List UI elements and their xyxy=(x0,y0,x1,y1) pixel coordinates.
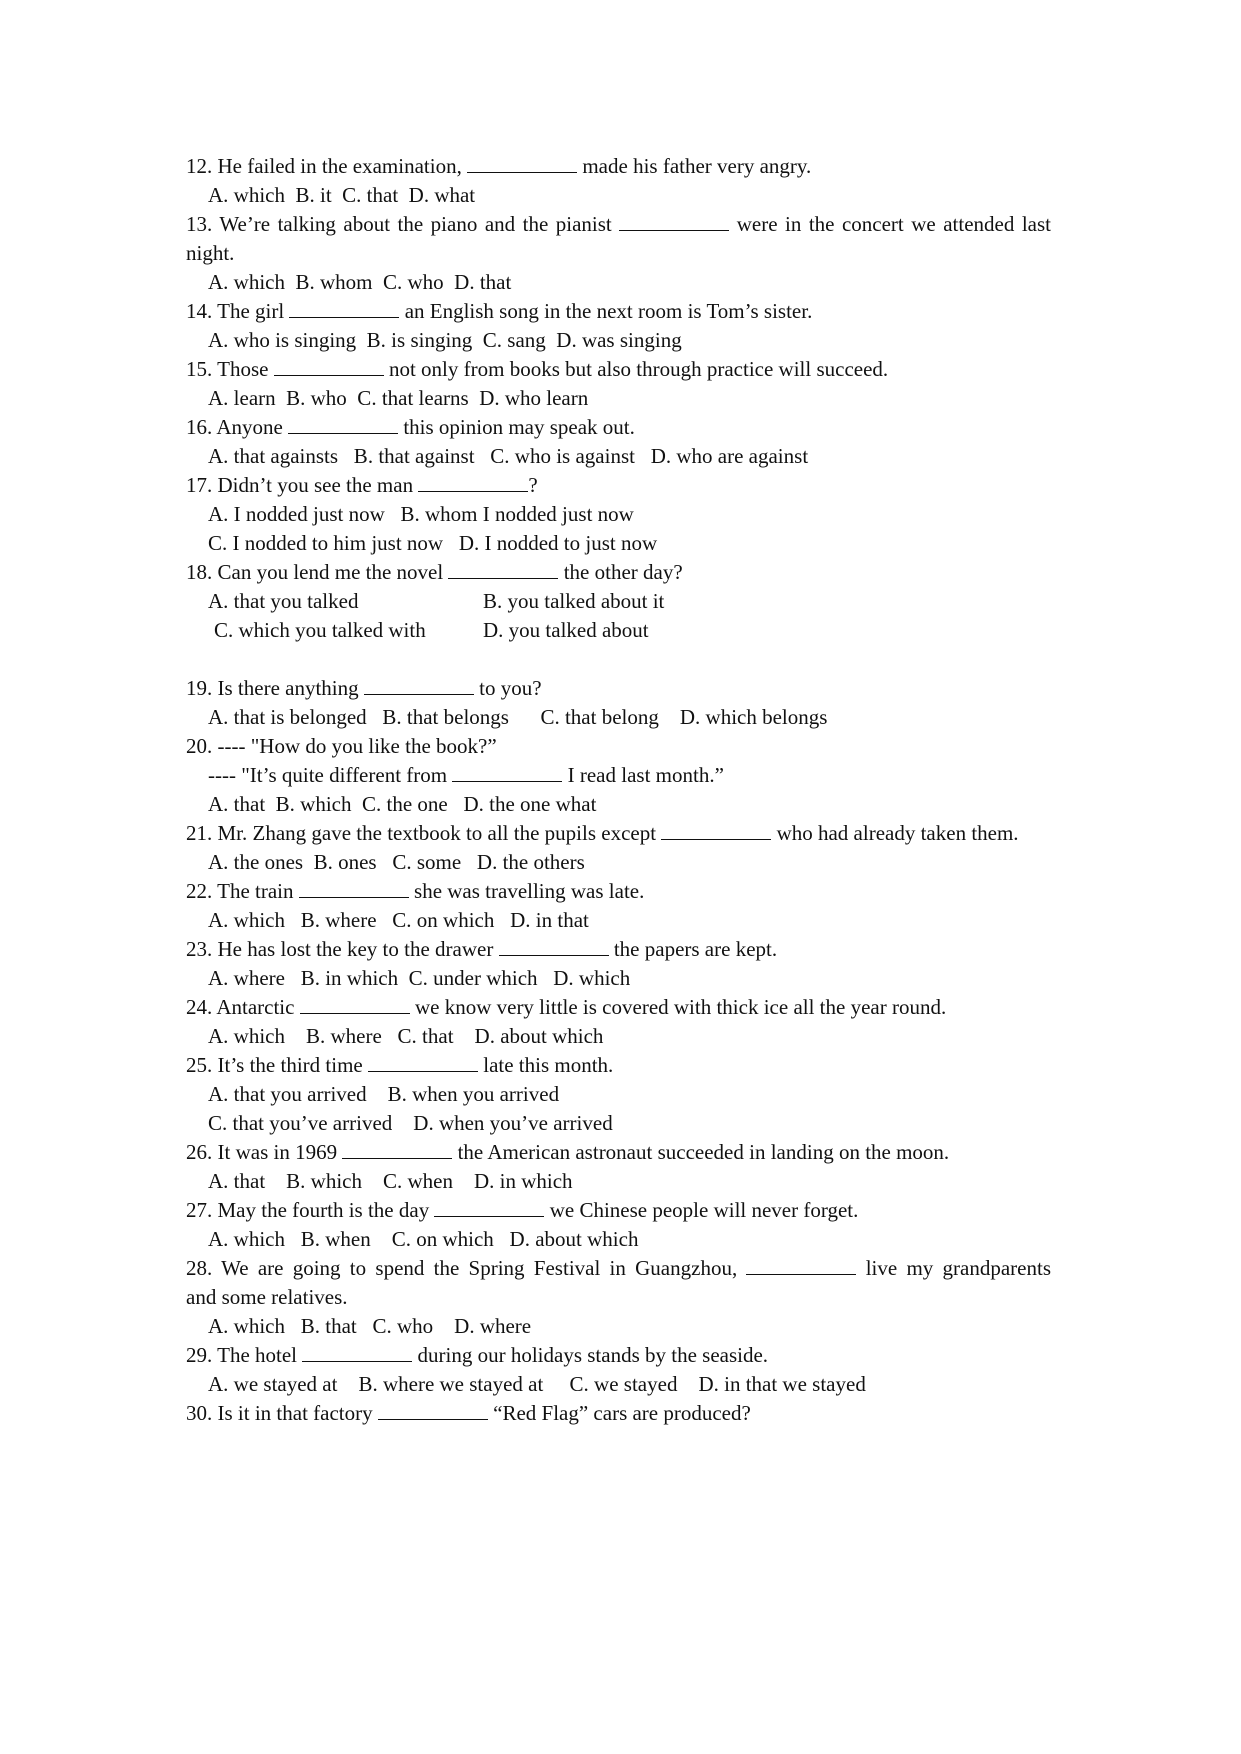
question-28 xyxy=(186,1255,1051,1281)
question-text: not only from books but also through practice will succeed. xyxy=(383,357,889,381)
question-22 xyxy=(186,878,644,904)
question-17 xyxy=(186,472,538,498)
question-25-options-row2: C. that you’ve arrived D. when you’ve arrived xyxy=(208,1111,613,1135)
question-20-options: A. that B. which C. the one D. the one what xyxy=(208,792,597,816)
answer-blank xyxy=(448,561,558,579)
question-text: 16. Anyone xyxy=(186,415,289,439)
question-16 xyxy=(186,414,635,440)
question-text: 15. Those xyxy=(186,357,274,381)
question-text: ? xyxy=(528,473,538,497)
answer-blank xyxy=(467,155,577,173)
answer-blank xyxy=(499,938,609,956)
question-text: live my grandparents xyxy=(865,1256,1052,1280)
answer-blank xyxy=(619,213,729,231)
question-19-options: A. that is belonged B. that belongs C. that belong D. which belongs xyxy=(208,705,828,729)
question-text: we know very little is covered with thick ice all the year round. xyxy=(409,995,947,1019)
question-text: “Red Flag” cars are produced? xyxy=(487,1401,751,1425)
question-text: 28. We are going to spend the Spring Festival in Guangzhou, xyxy=(186,1256,747,1280)
question-text: 22. The train xyxy=(186,879,299,903)
question-17-options-row2: C. I nodded to him just now D. I nodded to just now xyxy=(208,531,658,555)
answer-blank xyxy=(746,1257,856,1275)
question-text: the papers are kept. xyxy=(608,937,778,961)
question-23 xyxy=(186,936,777,962)
answer-blank xyxy=(302,1344,412,1362)
question-text: who had already taken them. xyxy=(771,821,1019,845)
question-24-options: A. which B. where C. that D. about which xyxy=(208,1024,604,1048)
question-text: 21. Mr. Zhang gave the textbook to all the pupils except xyxy=(186,821,662,845)
question-text: 17. Didn’t you see the man xyxy=(186,473,419,497)
question-14-options: A. who is singing B. is singing C. sang D. was singing xyxy=(208,328,682,352)
question-text: the other day? xyxy=(558,560,683,584)
question-24 xyxy=(186,994,946,1020)
question-text: ---- "It’s quite different from xyxy=(208,763,453,787)
question-15-options: A. learn B. who C. that learns D. who learn xyxy=(208,386,589,410)
question-text: 18. Can you lend me the novel xyxy=(186,560,449,584)
question-text: 29. The hotel xyxy=(186,1343,303,1367)
question-18-option-b: B. you talked about it xyxy=(483,589,665,613)
answer-blank xyxy=(342,1141,452,1159)
question-22-options: A. which B. where C. on which D. in that xyxy=(208,908,589,932)
answer-blank xyxy=(378,1402,488,1420)
question-text: 25. It’s the third time xyxy=(186,1053,368,1077)
question-text: 24. Antarctic xyxy=(186,995,300,1019)
question-18-option-a: A. that you talked xyxy=(208,589,359,613)
question-text: I read last month.” xyxy=(562,763,724,787)
question-13-options: A. which B. whom C. who D. that xyxy=(208,270,512,294)
question-16-options: A. that againsts B. that against C. who is against D. who are against xyxy=(208,444,809,468)
question-18 xyxy=(186,559,683,585)
question-text: 27. May the fourth is the day xyxy=(186,1198,435,1222)
question-12-options: A. which B. it C. that D. what xyxy=(208,183,476,207)
question-30 xyxy=(186,1400,751,1426)
question-text: were in the concert we attended last xyxy=(736,212,1051,236)
answer-blank xyxy=(434,1199,544,1217)
question-text: late this month. xyxy=(477,1053,614,1077)
question-20-reply xyxy=(208,762,724,788)
question-text: 19. Is there anything xyxy=(186,676,364,700)
question-text: we Chinese people will never forget. xyxy=(544,1198,859,1222)
answer-blank xyxy=(452,764,562,782)
question-text: she was travelling was late. xyxy=(408,879,645,903)
answer-blank xyxy=(289,300,399,318)
answer-blank xyxy=(368,1054,478,1072)
answer-blank xyxy=(418,474,528,492)
answer-blank xyxy=(288,416,398,434)
question-text: the American astronaut succeeded in landing on the moon. xyxy=(452,1140,950,1164)
question-text: made his father very angry. xyxy=(577,154,812,178)
question-17-options-row1: A. I nodded just now B. whom I nodded just now xyxy=(208,502,634,526)
question-23-options: A. where B. in which C. under which D. which xyxy=(208,966,631,990)
question-14 xyxy=(186,298,812,324)
question-13-continued: night. xyxy=(186,241,235,265)
question-28-continued: and some relatives. xyxy=(186,1285,348,1309)
answer-blank xyxy=(300,996,410,1014)
question-13 xyxy=(186,211,1051,237)
question-18-option-d: D. you talked about xyxy=(483,618,649,642)
question-27-options: A. which B. when C. on which D. about which xyxy=(208,1227,639,1251)
question-29-options: A. we stayed at B. where we stayed at C. we stayed D. in that we stayed xyxy=(208,1372,866,1396)
question-26-options: A. that B. which C. when D. in which xyxy=(208,1169,573,1193)
question-text: 26. It was in 1969 xyxy=(186,1140,343,1164)
question-27 xyxy=(186,1197,858,1223)
question-28-options: A. which B. that C. who D. where xyxy=(208,1314,532,1338)
answer-blank xyxy=(364,677,474,695)
question-29 xyxy=(186,1342,768,1368)
question-12 xyxy=(186,153,811,179)
answer-blank xyxy=(274,358,384,376)
question-18-option-c: C. which you talked with xyxy=(214,618,426,642)
question-text: 12. He failed in the examination, xyxy=(186,154,468,178)
question-21-options: A. the ones B. ones C. some D. the others xyxy=(208,850,585,874)
question-text: an English song in the next room is Tom’s sister. xyxy=(399,299,813,323)
question-19 xyxy=(186,675,542,701)
question-text: 14. The girl xyxy=(186,299,290,323)
question-25 xyxy=(186,1052,613,1078)
answer-blank xyxy=(299,880,409,898)
question-text: 13. We’re talking about the piano and the pianist xyxy=(186,212,620,236)
answer-blank xyxy=(661,822,771,840)
question-20: 20. ---- "How do you like the book?” xyxy=(186,734,497,758)
question-21 xyxy=(186,820,1019,846)
question-26 xyxy=(186,1139,949,1165)
question-25-options-row1: A. that you arrived B. when you arrived xyxy=(208,1082,560,1106)
question-text: 30. Is it in that factory xyxy=(186,1401,378,1425)
question-text: to you? xyxy=(473,676,542,700)
question-15 xyxy=(186,356,888,382)
question-text: during our holidays stands by the seaside. xyxy=(412,1343,769,1367)
question-text: this opinion may speak out. xyxy=(398,415,635,439)
question-text: 23. He has lost the key to the drawer xyxy=(186,937,499,961)
